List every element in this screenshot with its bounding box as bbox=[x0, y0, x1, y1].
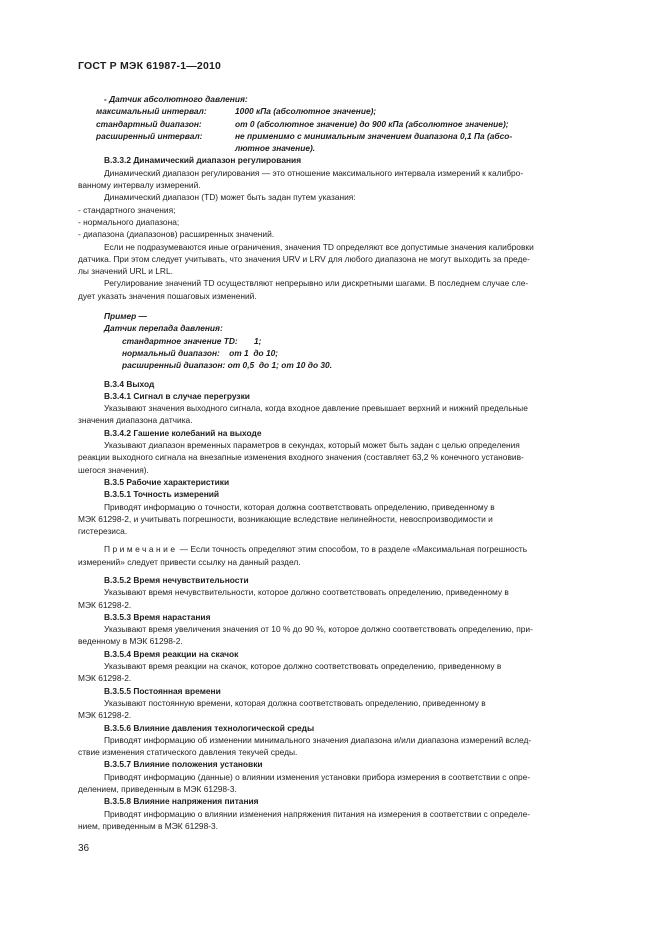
paragraph: Указывают время реакции на скачок, которое должно соответствовать определению, приведенному в bbox=[104, 661, 502, 672]
paragraph: МЭК 61298-2, и учитывать погрешности, возникающие вследствие нелинейности, невоспроизводимости и bbox=[78, 513, 493, 524]
document-header: ГОСТ Р МЭК 61987-1—2010 bbox=[78, 60, 222, 72]
section-heading: B.3.5.3 Время нарастания bbox=[104, 611, 211, 622]
paragraph: Динамический диапазон (TD) может быть задан путем указания: bbox=[104, 192, 356, 203]
paragraph: реакции выходного сигнала на внезапные изменения входного значения (составляет 63,2 % конечного установив- bbox=[78, 452, 524, 463]
spec-key: расширенный интервал: bbox=[96, 130, 203, 141]
paragraph: нием, приведенным в МЭК 61298-3. bbox=[78, 820, 219, 831]
paragraph: Приводят информацию об изменении минимального значения диапазона и/или диапазона измерений вслед- bbox=[104, 734, 532, 745]
paragraph: Приводят информацию о точности, которая должна соответствовать определению, приведенному в bbox=[104, 501, 495, 512]
list-item: - стандартного значения; bbox=[78, 204, 176, 215]
paragraph: МЭК 61298-2. bbox=[78, 599, 132, 610]
paragraph: значения диапазона датчика. bbox=[78, 415, 193, 426]
list-item: - нормального диапазона; bbox=[78, 216, 180, 227]
paragraph: ствие изменения статического давления текучей среды. bbox=[78, 747, 298, 758]
spec-value: от 0 (абсолютное значение) до 900 кПа (абсолютное значение); bbox=[235, 118, 509, 129]
paragraph: датчика. При этом следует учитывать, что значения URV и LRV для любого диапазона не могут выходить за преде- bbox=[78, 253, 530, 264]
absolute-sensor-table bbox=[78, 105, 615, 154]
paragraph: Указывают диапазон временных параметров в секундах, который может быть задан с целью определения bbox=[104, 440, 520, 451]
note-text-cont: измерений» следует привести ссылку на данный раздел. bbox=[78, 556, 301, 567]
paragraph: шегося значения). bbox=[78, 464, 149, 475]
example-subheading: Датчик перепада давления: bbox=[104, 323, 223, 334]
paragraph: Приводят информацию о влиянии изменения напряжения питания на измерения в соответствии с определе- bbox=[104, 808, 531, 819]
note-text: — Если точность определяют этим способом, то в разделе «Максимальная погрешность bbox=[177, 544, 528, 555]
paragraph: Приводят информацию (данные) о влиянии изменения установки прибора измерения в соответствии с опре- bbox=[104, 771, 531, 782]
paragraph: Динамический диапазон регулирования — это отношение максимального интервала измерений к калибро- bbox=[104, 167, 524, 178]
example-line: расширенный диапазон: от 0,5 до 1; от 10 до 30. bbox=[122, 360, 333, 371]
note-label: Примечание bbox=[104, 544, 178, 555]
note bbox=[78, 543, 615, 555]
paragraph: ванному интервалу измерений. bbox=[78, 180, 201, 191]
paragraph: Если не подразумеваются иные ограничения, значения TD определяют все допустимые значения калибровки bbox=[104, 241, 534, 252]
paragraph: Указывают значения выходного сигнала, когда входное давление превышает верхний и нижний предельные bbox=[104, 403, 528, 414]
paragraph: лы значений URL и LRL. bbox=[78, 266, 173, 277]
example-heading: Пример — bbox=[104, 311, 147, 322]
spec-key: стандартный диапазон: bbox=[96, 118, 202, 129]
section-heading: B.3.5.1 Точность измерений bbox=[104, 489, 220, 500]
section-heading: B.3.4.2 Гашение колебаний на выходе bbox=[104, 427, 262, 438]
paragraph: дует указать значения пошаговых изменений. bbox=[78, 290, 257, 301]
section-heading: B.3.5 Рабочие характеристики bbox=[104, 476, 230, 487]
paragraph: гистерезиса. bbox=[78, 526, 128, 537]
paragraph: делением, приведенным в МЭК 61298-3. bbox=[78, 784, 237, 795]
section-heading: B.3.5.2 Время нечувствительности bbox=[104, 574, 249, 585]
section-heading: B.3.5.6 Влияние давления технологической среды bbox=[104, 722, 315, 733]
paragraph: МЭК 61298-2. bbox=[78, 710, 132, 721]
absolute-sensor-heading: - Датчик абсолютного давления: bbox=[104, 94, 248, 104]
section-heading: B.3.3.2 Динамический диапазон регулирования bbox=[104, 155, 302, 166]
section-heading: B.3.5.5 Постоянная времени bbox=[104, 685, 221, 696]
section-heading: B.3.4.1 Сигнал в случае перегрузки bbox=[104, 390, 250, 401]
page-body bbox=[78, 93, 615, 832]
section-heading: B.3.5.4 Время реакции на скачок bbox=[104, 648, 239, 659]
paragraph: веденному в МЭК 61298-2. bbox=[78, 636, 183, 647]
spec-value-cont: лютное значение). bbox=[235, 143, 316, 154]
paragraph: Указывают время нечувствительности, которое должно соответствовать определению, приведенному в bbox=[104, 587, 509, 598]
paragraph: Регулирование значений TD осуществляют непрерывно или дискретными шагами. В последнем случае сле- bbox=[104, 278, 529, 289]
section-heading: B.3.5.8 Влияние напряжения питания bbox=[104, 796, 259, 807]
paragraph: МЭК 61298-2. bbox=[78, 673, 132, 684]
example-line: стандартное значение TD: 1; bbox=[122, 335, 262, 346]
spec-value: не применимо с минимальным значением диапазона 0,1 Па (абсо- bbox=[235, 130, 513, 141]
paragraph: Указывают постоянную времени, которая должна соответствовать определению, приведенному в bbox=[104, 697, 486, 708]
spec-key: максимальный интервал: bbox=[96, 106, 207, 117]
list-item: - диапазона (диапазонов) расширенных значений. bbox=[78, 229, 275, 240]
section-heading: B.3.4 Выход bbox=[104, 378, 155, 389]
example-line: нормальный диапазон: от 1 до 10; bbox=[122, 347, 279, 358]
section-heading: B.3.5.7 Влияние положения установки bbox=[104, 759, 263, 770]
page-number: 36 bbox=[78, 843, 90, 854]
spec-value: 1000 кПа (абсолютное значение); bbox=[235, 106, 377, 117]
paragraph: Указывают время увеличения значения от 10 % до 90 %, которое должно соответствовать определению, при- bbox=[104, 624, 533, 635]
